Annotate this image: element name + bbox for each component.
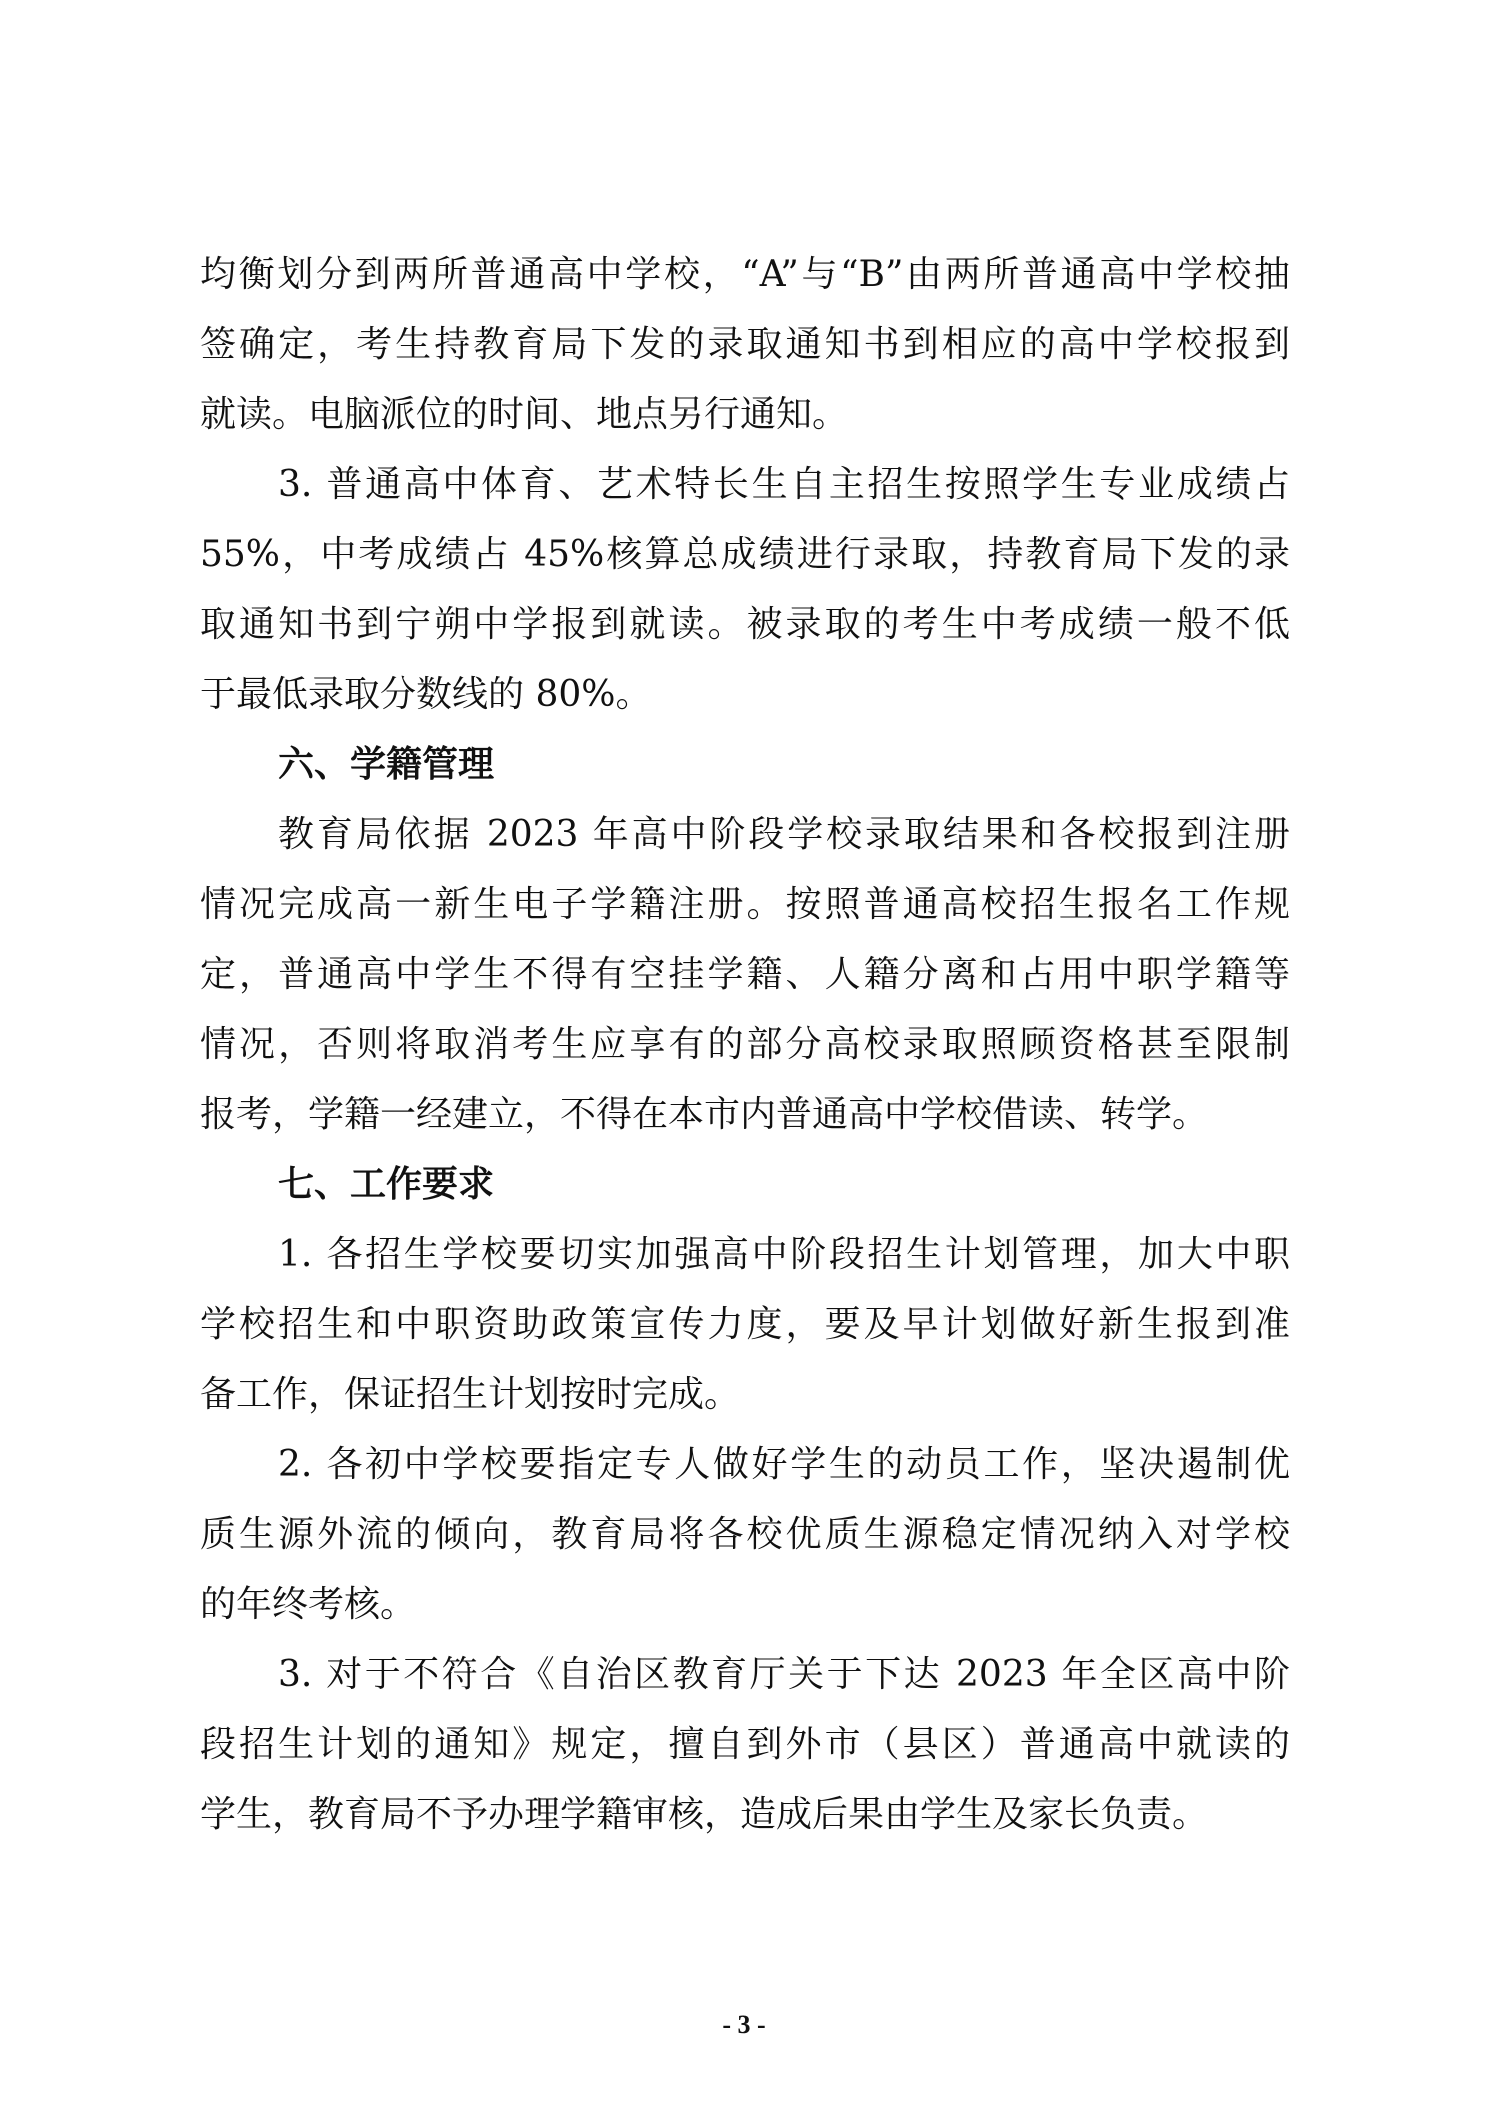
text-line: 报考，学籍一经建立，不得在本市内普通高中学校借读、转学。: [200, 1094, 1209, 1135]
text-line: 学校招生和中职资助政策宣传力度，要及早计划做好新生报到准: [200, 1304, 1290, 1345]
text-line: 签确定，考生持教育局下发的录取通知书到相应的高中学校报到: [200, 324, 1290, 365]
paragraph-admission-lottery: [200, 240, 1290, 450]
text-line: 情况，否则将取消考生应享有的部分高校录取照顾资格甚至限制: [200, 1024, 1290, 1065]
paragraph-requirement-3: [200, 1640, 1290, 1850]
section-heading-work-requirements: 七、工作要求: [278, 1164, 495, 1205]
text-line: 于最低录取分数线的 80%。: [200, 674, 652, 715]
text-line: 取通知书到宁朔中学报到就读。被录取的考生中考成绩一般不低: [200, 604, 1290, 645]
document-body: [200, 240, 1290, 1850]
text-line: 均衡划分到两所普通高中学校，“A”与“B”由两所普通高中学校抽: [200, 254, 1290, 295]
text-line: 3. 对于不符合《自治区教育厅关于下达 2023 年全区高中阶: [278, 1654, 1290, 1695]
text-line: 就读。电脑派位的时间、地点另行通知。: [200, 394, 849, 435]
section-heading-student-records: 六、学籍管理: [278, 744, 495, 785]
text-line: 情况完成高一新生电子学籍注册。按照普通高校招生报名工作规: [200, 884, 1290, 925]
paragraph-student-records: [200, 800, 1290, 1150]
paragraph-special-talent: [200, 450, 1290, 730]
text-line: 的年终考核。: [200, 1584, 417, 1625]
text-line: 3. 普通高中体育、艺术特长生自主招生按照学生专业成绩占: [278, 464, 1290, 505]
text-line: 质生源外流的倾向，教育局将各校优质生源稳定情况纳入对学校: [200, 1514, 1290, 1555]
text-line: 教育局依据 2023 年高中阶段学校录取结果和各校报到注册: [278, 814, 1290, 855]
text-line: 2. 各初中学校要指定专人做好学生的动员工作，坚决遏制优: [278, 1444, 1290, 1485]
paragraph-requirement-1: [200, 1220, 1290, 1430]
text-line: 学生，教育局不予办理学籍审核，造成后果由学生及家长负责。: [200, 1794, 1209, 1835]
text-line: 段招生计划的通知》规定，擅自到外市（县区）普通高中就读的: [200, 1724, 1290, 1765]
page-number: - 3 -: [722, 2010, 766, 2039]
text-line: 55%，中考成绩占 45%核算总成绩进行录取，持教育局下发的录: [200, 534, 1290, 575]
paragraph-requirement-2: [200, 1430, 1290, 1640]
text-line: 定，普通高中学生不得有空挂学籍、人籍分离和占用中职学籍等: [200, 954, 1290, 995]
text-line: 1. 各招生学校要切实加强高中阶段招生计划管理，加大中职: [278, 1234, 1290, 1275]
text-line: 备工作，保证招生计划按时完成。: [200, 1374, 741, 1415]
